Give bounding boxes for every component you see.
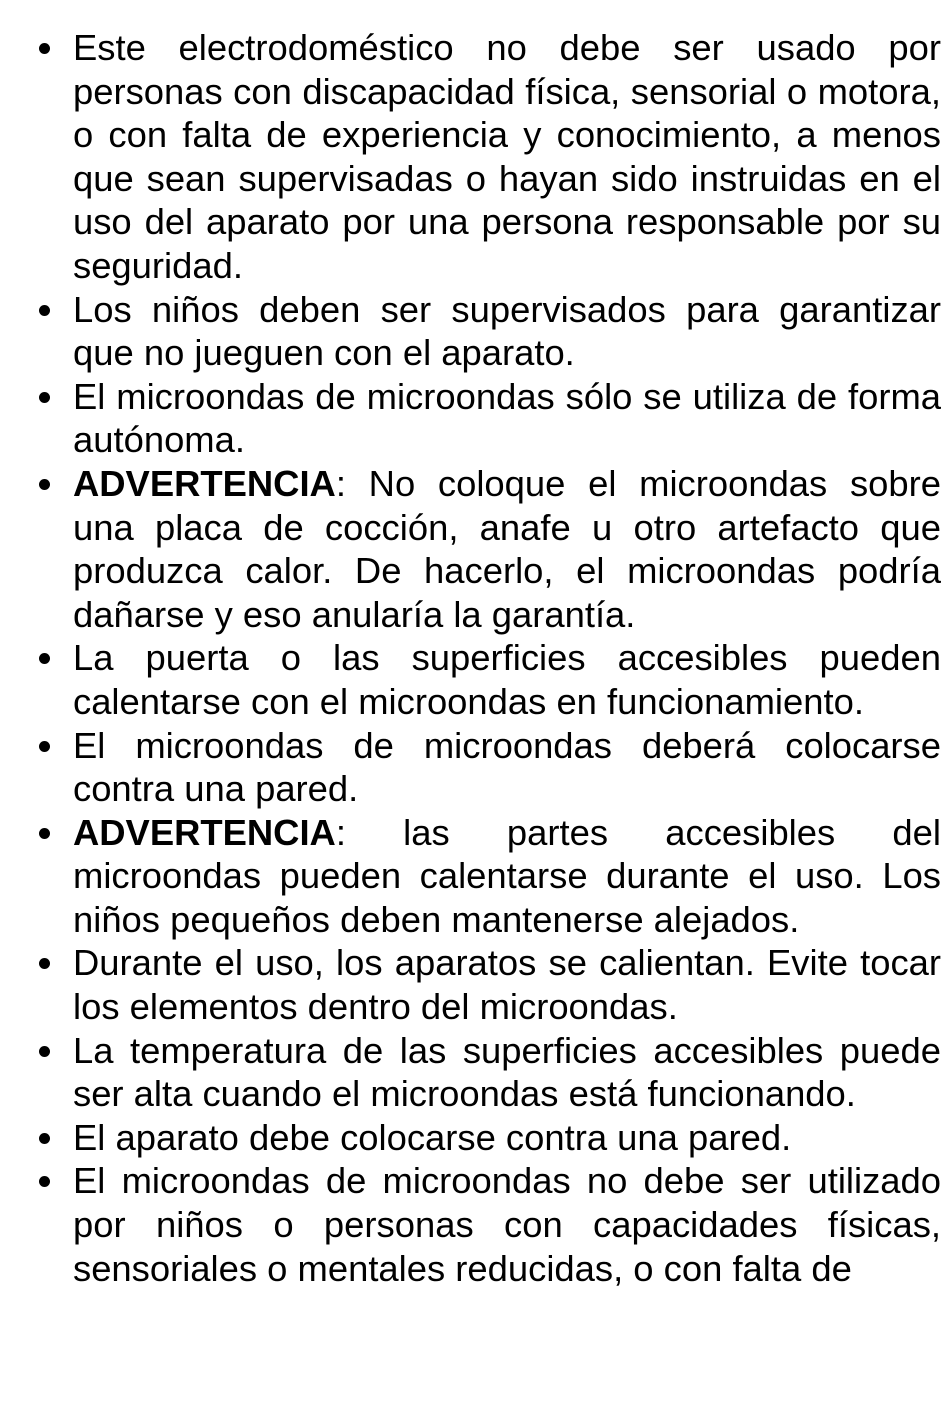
item-text: El microondas de microondas deberá colocarse contra una pared. (73, 724, 941, 810)
list-item (73, 375, 941, 462)
list-item (73, 811, 941, 942)
item-text: La puerta o las superficies accesibles pueden calentarse con el microondas en funcionamiento. (73, 637, 941, 722)
item-text: El aparato debe colocarse contra una pared. (73, 1116, 792, 1158)
list-item (73, 1029, 941, 1116)
list-item (73, 288, 941, 375)
list-item (73, 941, 941, 1028)
document-page (0, 26, 950, 1290)
warning-label: ADVERTENCIA (73, 462, 336, 504)
list-item (73, 636, 941, 723)
item-text: Durante el uso, los aparatos se calientan. Evite tocar los elementos dentro del microondas. (73, 942, 941, 1028)
list-item (73, 26, 941, 288)
item-text: Los niños deben ser supervisados para garantizar que no jueguen con el aparato. (73, 288, 941, 374)
safety-instructions-list (0, 26, 950, 1290)
warning-label: ADVERTENCIA (73, 811, 336, 853)
item-text: Este electrodoméstico no debe ser usado por personas con discapacidad física, sensorial o motora, o con falta de experiencia y conocimiento, a menos que sean supervisadas o hayan sido instruidas en el uso del aparato por una persona responsable por su seguridad. (73, 27, 941, 286)
item-text: La temperatura de las superficies accesibles puede ser alta cuando el microondas está funcionando. (73, 1029, 941, 1115)
list-item (73, 1116, 941, 1160)
list-item (73, 1159, 941, 1290)
list-item (73, 462, 941, 636)
item-text: : las partes accesibles del microondas pueden calentarse durante el uso. Los niños pequeños deben mantenerse alejados. (73, 811, 941, 940)
list-item (73, 724, 941, 811)
item-text: El microondas de microondas no debe ser utilizado por niños o personas con capacidades físicas, sensoriales o mentales reducidas, o con falta de (73, 1160, 941, 1289)
item-text: El microondas de microondas sólo se utiliza de forma autónoma. (73, 375, 941, 461)
item-text: : No coloque el microondas sobre una placa de cocción, anafe u otro artefacto que produzca calor. De hacerlo, el microondas podría dañarse y eso anularía la garantía. (73, 462, 941, 635)
